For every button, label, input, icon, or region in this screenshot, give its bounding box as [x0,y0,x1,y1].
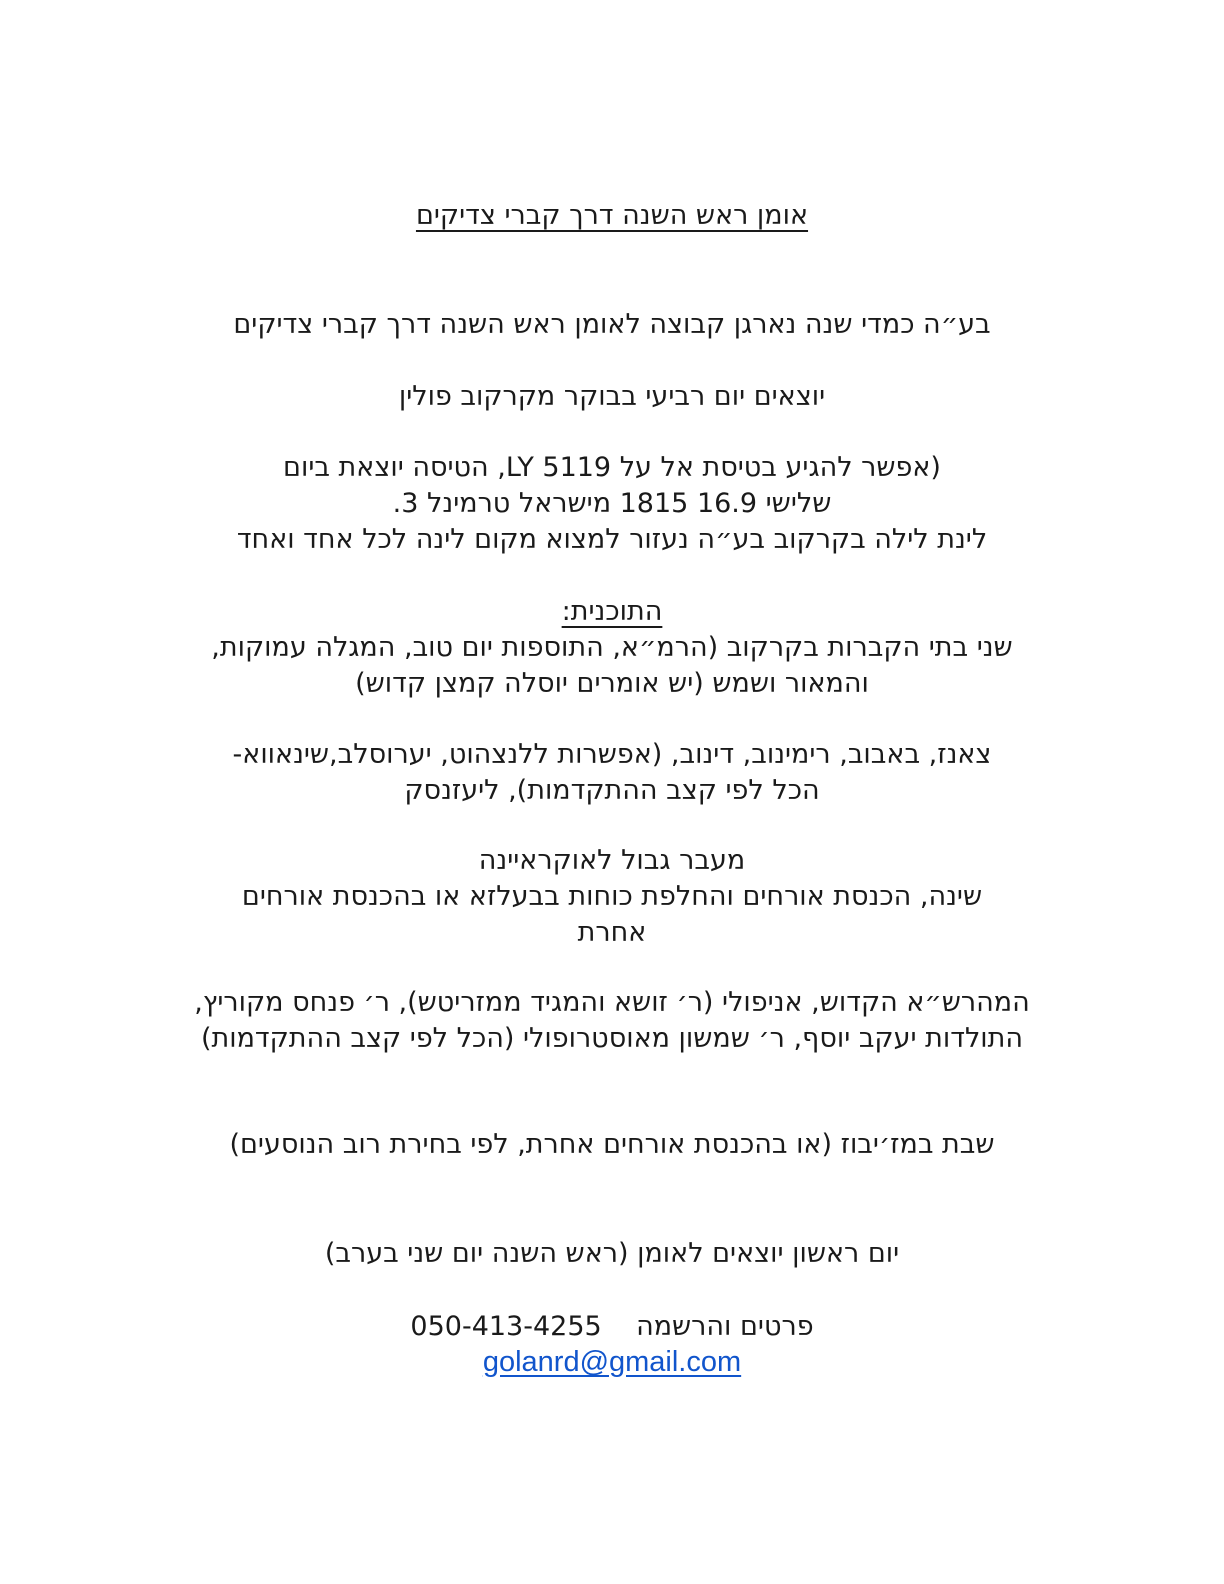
flight-info-line-2: שלישי 16.9 1815 מישראל טרמינל 3. [392,488,832,519]
contact-phone: 050-413-4255 [410,1311,602,1342]
border-line-3: אחרת [577,917,647,948]
contact-line [100,1309,1124,1345]
krakow-line-1: שני בתי הקברות בקרקוב (הרמ״א, התוספות יום טוב, המגלה עמוקות, [211,632,1013,663]
departure-line: יוצאים יום רביעי בבוקר מקרקוב פולין [398,381,826,412]
border-line-2: שינה, הכנסת אורחים והחלפת כוחות בבעלזא או בהכנסת אורחים [241,881,983,912]
lodging-line: לינת לילה בקרקוב בע״ה נעזור למצוא מקום לינה לכל אחד ואחד [236,524,988,555]
ukraine-line-1: המהרש״א הקדוש, אניפולי (ר׳ זושא והמגיד ממזריטש), ר׳ פנחס מקוריץ, [194,987,1030,1018]
flight-info-line-1: (אפשר להגיע בטיסת אל על LY 5119, הטיסה יוצאת ביום [283,452,941,483]
route-line-1: צאנז, באבוב, רימינוב, דינוב, (אפשרות ללנצהוט, יערוסלב,שינאווא- [232,739,992,770]
ukraine-line-2: התולדות יעקב יוסף, ר׳ שמשון מאוסטרופולי (הכל לפי קצב ההתקדמות) [200,1023,1024,1054]
document-title: אומן ראש השנה דרך קברי צדיקים [415,200,809,231]
program-heading: התוכנית: [561,596,663,627]
intro-paragraph: בע״ה כמדי שנה נארגן קבוצה לאומן ראש השנה דרך קברי צדיקים [233,309,991,340]
contact-label: פרטים והרשמה [636,1311,814,1342]
contact-email-link[interactable]: golanrd@gmail.com [482,1346,742,1378]
shabbat-line: שבת במז׳יבוז (או בהכנסת אורחים אחרת, לפי בחירת רוב הנוסעים) [229,1129,995,1160]
contact-email-row [100,1344,1124,1381]
uman-line: יום ראשון יוצאים לאומן (ראש השנה יום שני בערב) [324,1238,900,1269]
border-line-1: מעבר גבול לאוקראיינה [478,845,746,876]
route-line-2: הכל לפי קצב ההתקדמות), ליעזנסק [404,775,820,806]
krakow-line-2: והמאור ושמש (יש אומרים יוסלה קמצן קדוש) [355,668,869,699]
